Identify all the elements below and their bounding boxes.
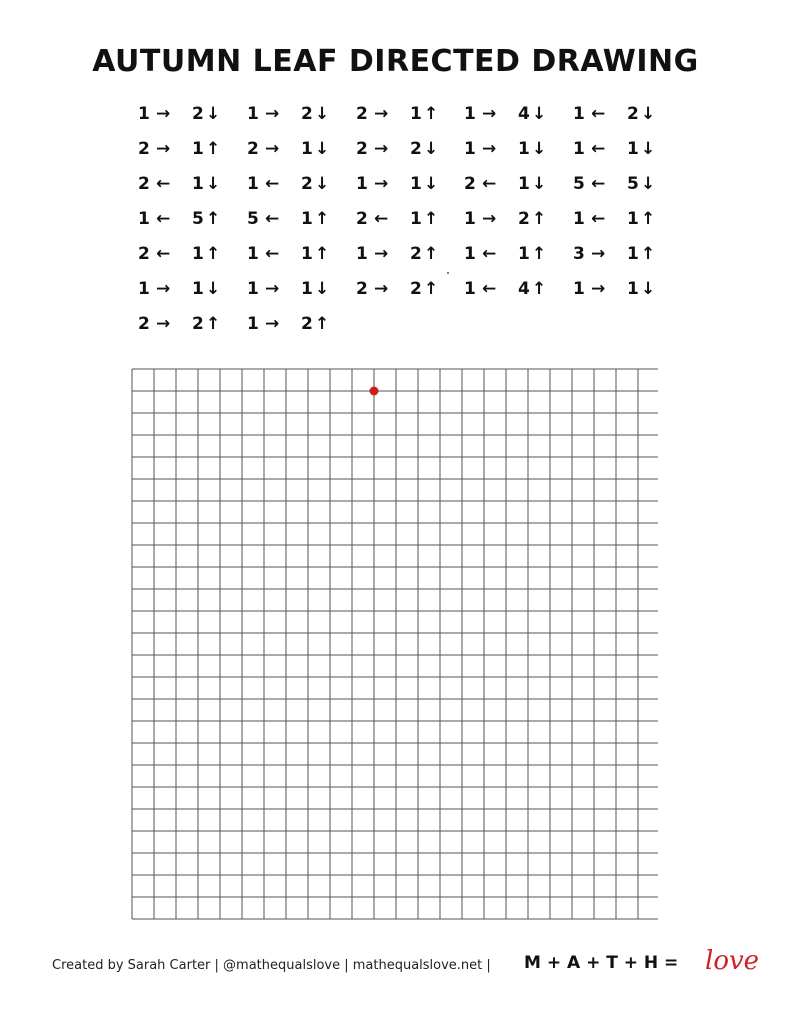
step-arrow-1: → <box>482 104 497 124</box>
step-count-2: 1 <box>301 209 313 229</box>
directions-row <box>138 314 678 349</box>
step-count-1: 1 <box>356 244 368 264</box>
step-arrow-2: ↓ <box>532 174 547 194</box>
directions-row <box>138 139 678 174</box>
directions-row <box>138 104 678 139</box>
direction-step <box>464 139 556 159</box>
step-arrow-2: ↓ <box>641 174 656 194</box>
direction-step <box>138 104 230 124</box>
step-arrow-1: ← <box>374 209 389 229</box>
step-arrow-2: ↓ <box>424 174 439 194</box>
step-arrow-2: ↑ <box>206 139 221 159</box>
directions-row <box>138 209 678 244</box>
step-count-1: 1 <box>247 314 259 334</box>
step-count-1: 1 <box>464 139 476 159</box>
step-count-2: 1 <box>627 279 639 299</box>
step-arrow-2: ↓ <box>424 139 439 159</box>
step-arrow-2: ↑ <box>206 244 221 264</box>
direction-step <box>573 244 665 264</box>
direction-step <box>138 279 230 299</box>
step-arrow-2: ↑ <box>424 104 439 124</box>
step-arrow-2: ↓ <box>206 279 221 299</box>
direction-step <box>464 209 556 229</box>
step-count-1: 1 <box>464 244 476 264</box>
step-arrow-1: ← <box>265 209 280 229</box>
step-count-1: 5 <box>573 174 585 194</box>
step-count-2: 1 <box>410 209 422 229</box>
step-arrow-2: ↓ <box>532 139 547 159</box>
directions-row <box>138 174 678 209</box>
step-arrow-2: ↑ <box>424 244 439 264</box>
step-count-2: 5 <box>627 174 639 194</box>
step-arrow-2: ↑ <box>424 279 439 299</box>
direction-step <box>247 174 339 194</box>
step-count-1: 2 <box>138 244 150 264</box>
step-count-2: 1 <box>192 174 204 194</box>
step-arrow-2: ↑ <box>532 244 547 264</box>
step-count-1: 3 <box>573 244 585 264</box>
step-count-1: 1 <box>573 104 585 124</box>
step-arrow-2: ↓ <box>206 174 221 194</box>
step-arrow-1: ← <box>591 139 606 159</box>
step-arrow-2: ↓ <box>315 174 330 194</box>
step-count-2: 2 <box>410 279 422 299</box>
direction-step <box>356 209 448 229</box>
step-count-1: 2 <box>356 279 368 299</box>
step-count-2: 1 <box>410 174 422 194</box>
direction-step <box>356 244 448 264</box>
step-arrow-2: ↑ <box>315 314 330 334</box>
direction-step <box>356 174 448 194</box>
step-arrow-1: → <box>374 139 389 159</box>
stray-dot-mark <box>447 272 449 274</box>
step-arrow-2: ↓ <box>532 104 547 124</box>
direction-step <box>573 279 665 299</box>
step-count-1: 1 <box>464 104 476 124</box>
step-count-2: 2 <box>192 104 204 124</box>
step-arrow-2: ↑ <box>424 209 439 229</box>
brand-love-script: love <box>705 946 760 976</box>
step-count-1: 1 <box>247 279 259 299</box>
step-arrow-2: ↓ <box>206 104 221 124</box>
directions-row <box>138 279 678 314</box>
step-count-2: 1 <box>192 139 204 159</box>
step-arrow-1: ← <box>156 174 171 194</box>
step-arrow-1: → <box>591 244 606 264</box>
step-count-1: 2 <box>247 139 259 159</box>
step-count-2: 1 <box>192 279 204 299</box>
step-count-1: 1 <box>573 279 585 299</box>
step-arrow-1: ← <box>265 174 280 194</box>
step-count-2: 4 <box>518 104 530 124</box>
step-arrow-1: ← <box>265 244 280 264</box>
step-arrow-1: → <box>374 174 389 194</box>
step-arrow-1: → <box>265 314 280 334</box>
step-count-2: 1 <box>192 244 204 264</box>
step-arrow-1: → <box>265 139 280 159</box>
step-arrow-2: ↓ <box>315 139 330 159</box>
step-arrow-2: ↓ <box>641 104 656 124</box>
step-count-2: 1 <box>410 104 422 124</box>
directions-list <box>138 104 678 349</box>
step-arrow-1: ← <box>156 244 171 264</box>
direction-step <box>247 104 339 124</box>
direction-step <box>138 174 230 194</box>
direction-step <box>464 244 556 264</box>
step-arrow-2: ↑ <box>206 209 221 229</box>
direction-step <box>247 244 339 264</box>
direction-step <box>247 139 339 159</box>
step-count-2: 2 <box>301 104 313 124</box>
step-count-2: 2 <box>192 314 204 334</box>
step-arrow-1: → <box>156 139 171 159</box>
step-arrow-1: ← <box>482 174 497 194</box>
step-arrow-2: ↑ <box>315 244 330 264</box>
step-arrow-1: ← <box>156 209 171 229</box>
step-count-2: 4 <box>518 279 530 299</box>
direction-step <box>138 139 230 159</box>
drawing-grid <box>130 367 658 941</box>
step-count-1: 2 <box>138 139 150 159</box>
step-arrow-2: ↓ <box>641 279 656 299</box>
brand-logo: M + A + T + H = <box>524 953 679 973</box>
step-arrow-1: → <box>374 279 389 299</box>
step-count-2: 1 <box>627 244 639 264</box>
step-count-1: 1 <box>138 279 150 299</box>
step-arrow-1: ← <box>591 209 606 229</box>
step-count-1: 1 <box>573 209 585 229</box>
step-arrow-1: → <box>591 279 606 299</box>
step-arrow-2: ↑ <box>532 209 547 229</box>
step-count-2: 1 <box>518 244 530 264</box>
direction-step <box>138 209 230 229</box>
step-count-1: 2 <box>356 104 368 124</box>
direction-step <box>356 279 448 299</box>
step-count-2: 1 <box>627 139 639 159</box>
step-arrow-2: ↑ <box>532 279 547 299</box>
step-count-1: 2 <box>356 139 368 159</box>
step-count-2: 1 <box>518 139 530 159</box>
direction-step <box>138 314 230 334</box>
step-count-1: 2 <box>138 314 150 334</box>
step-arrow-1: → <box>265 104 280 124</box>
step-count-1: 1 <box>138 209 150 229</box>
step-arrow-2: ↓ <box>315 104 330 124</box>
step-arrow-2: ↓ <box>315 279 330 299</box>
step-arrow-1: ← <box>591 104 606 124</box>
step-arrow-2: ↑ <box>641 244 656 264</box>
step-arrow-1: → <box>482 209 497 229</box>
footer-credits: Created by Sarah Carter | @mathequalslove | mathequalslove.net | <box>52 958 491 973</box>
step-arrow-1: → <box>156 314 171 334</box>
step-count-2: 1 <box>301 244 313 264</box>
page-title: AUTUMN LEAF DIRECTED DRAWING <box>92 44 699 79</box>
step-count-2: 1 <box>518 174 530 194</box>
step-arrow-1: ← <box>482 279 497 299</box>
step-count-2: 2 <box>410 139 422 159</box>
step-count-2: 1 <box>301 139 313 159</box>
step-count-2: 5 <box>192 209 204 229</box>
direction-step <box>464 104 556 124</box>
direction-step <box>464 174 556 194</box>
step-count-1: 1 <box>138 104 150 124</box>
step-count-1: 2 <box>464 174 476 194</box>
directions-row <box>138 244 678 279</box>
step-count-1: 1 <box>247 104 259 124</box>
step-count-1: 2 <box>138 174 150 194</box>
step-count-1: 1 <box>573 139 585 159</box>
direction-step <box>356 104 448 124</box>
step-arrow-1: → <box>156 279 171 299</box>
direction-step <box>573 174 665 194</box>
direction-step <box>573 104 665 124</box>
direction-step <box>573 209 665 229</box>
step-arrow-1: → <box>482 139 497 159</box>
step-count-2: 1 <box>627 209 639 229</box>
direction-step <box>247 314 339 334</box>
direction-step <box>356 139 448 159</box>
step-arrow-1: → <box>156 104 171 124</box>
step-arrow-1: → <box>374 244 389 264</box>
direction-step <box>247 279 339 299</box>
step-count-2: 2 <box>301 314 313 334</box>
step-count-1: 1 <box>356 174 368 194</box>
step-count-1: 1 <box>464 279 476 299</box>
step-count-2: 2 <box>627 104 639 124</box>
step-count-2: 2 <box>301 174 313 194</box>
direction-step <box>247 209 339 229</box>
direction-step <box>138 244 230 264</box>
step-count-1: 5 <box>247 209 259 229</box>
step-count-1: 1 <box>464 209 476 229</box>
step-arrow-2: ↑ <box>206 314 221 334</box>
step-count-1: 1 <box>247 174 259 194</box>
step-arrow-1: → <box>265 279 280 299</box>
start-dot <box>370 387 379 396</box>
step-arrow-2: ↑ <box>641 209 656 229</box>
step-arrow-1: → <box>374 104 389 124</box>
step-arrow-2: ↓ <box>641 139 656 159</box>
step-arrow-2: ↑ <box>315 209 330 229</box>
step-arrow-1: ← <box>482 244 497 264</box>
step-count-2: 1 <box>301 279 313 299</box>
direction-step <box>464 279 556 299</box>
step-count-2: 2 <box>410 244 422 264</box>
step-count-1: 2 <box>356 209 368 229</box>
direction-step <box>573 139 665 159</box>
step-arrow-1: ← <box>591 174 606 194</box>
step-count-1: 1 <box>247 244 259 264</box>
step-count-2: 2 <box>518 209 530 229</box>
